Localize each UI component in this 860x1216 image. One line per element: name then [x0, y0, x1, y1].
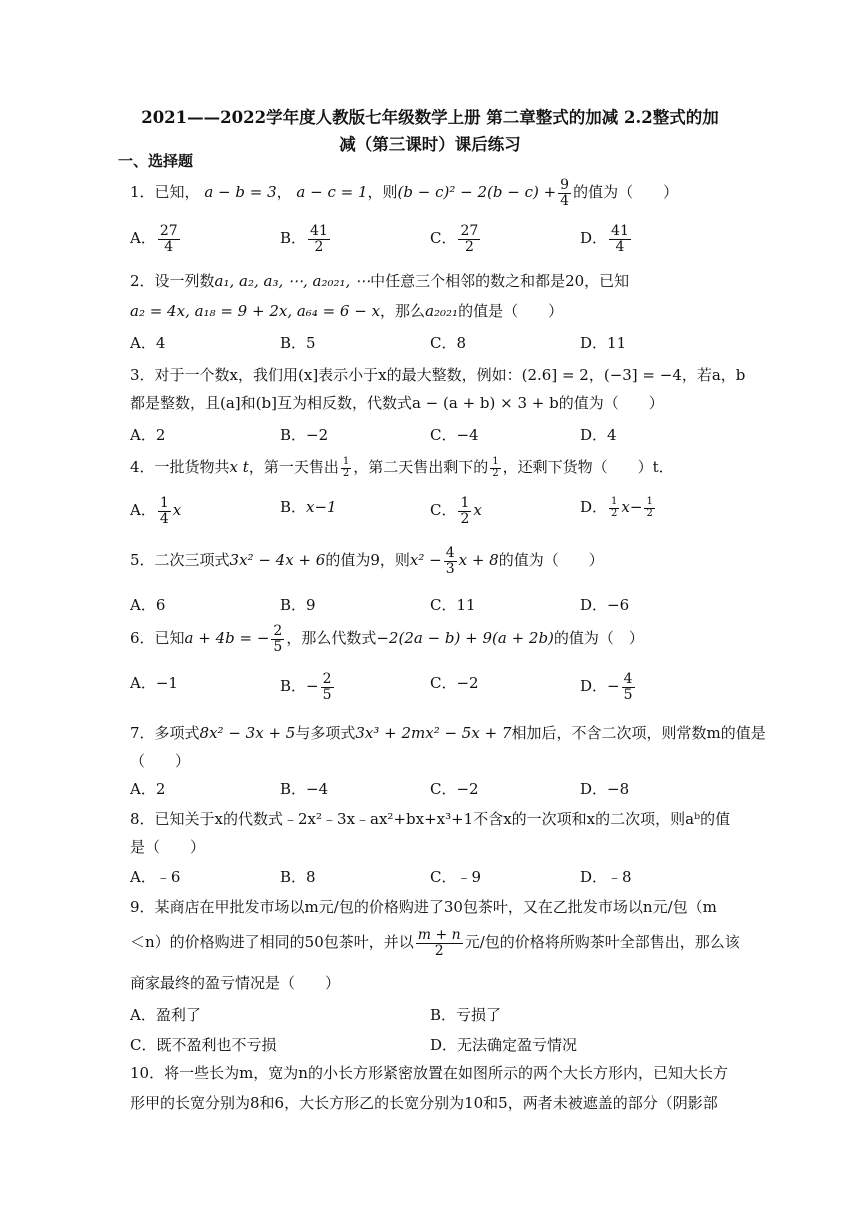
question-7-line-2: （ ）	[130, 752, 191, 770]
q4-half-1: $\frac{1}{2}$	[342, 456, 350, 479]
option-a[interactable]: A． $\frac{27}{4}$	[130, 223, 178, 255]
option-b[interactable]: B．5	[280, 334, 316, 352]
option-c[interactable]: C．﹣9	[430, 868, 482, 886]
title-line-1: 2021——2022学年度人教版七年级数学上册 第二章整式的加减 2.2整式的加	[141, 108, 719, 127]
title-line-2: 减（第三课时）课后练习	[339, 135, 521, 154]
question-8-options	[130, 866, 770, 896]
option-c[interactable]: C．既不盈利也不亏损	[130, 1036, 277, 1054]
question-1: 1．已知， a − b = 3， a − c = 1，则(b − c)² − 2(b − c) + $\frac{9}{4}$ 的值为（ ）	[130, 177, 679, 209]
question-9: 9．某商店在甲批发市场以m元/包的价格购进了30包茶叶，又在乙批发市场以n元/包（m	[130, 898, 717, 916]
q6-expression: −2(2a − b) + 9(a + 2b)	[376, 629, 554, 648]
q2-sequence: a₁, a₂, a₃, ⋯, a₂₀₂₁, ⋯	[214, 272, 371, 290]
question-8-line-2: 是（ ）	[130, 838, 206, 856]
option-b[interactable]: B．x−1	[280, 498, 337, 516]
question-4-options	[130, 496, 770, 526]
q2-conditions: a₂ = 4x, a₁₈ = 9 + 2x, a₆₄ = 6 − x	[130, 302, 381, 320]
option-c[interactable]: C．−4	[430, 426, 479, 444]
question-8: 8．已知关于x的代数式﹣2x²﹣3x﹣ax²+bx+x³+1不含x的一次项和x的二次项，则aᵇ的值	[130, 810, 731, 828]
option-a[interactable]: A． $\frac{1}{4}$ x	[130, 495, 182, 527]
option-c[interactable]: C． $\frac{27}{2}$	[430, 223, 479, 255]
option-c[interactable]: C．11	[430, 596, 476, 614]
option-c[interactable]: C． $\frac{1}{2}$ x	[430, 495, 482, 527]
option-a[interactable]: A．盈利了	[130, 1006, 201, 1024]
q2-target: a₂₀₂₁	[425, 302, 459, 320]
question-2-options	[130, 332, 770, 362]
option-b[interactable]: B．− $\frac{2}{5}$	[280, 671, 332, 703]
question-9-options-row-1	[130, 1004, 770, 1034]
question-9-options-row-2	[130, 1034, 770, 1064]
question-7: 7．多项式8x² − 3x + 5与多项式3x³ + 2mx² − 5x + 7相加后，不含二次项，则常数m的值是	[130, 724, 766, 742]
option-a[interactable]: A．2	[130, 780, 166, 798]
q1-mid: ，则	[367, 183, 398, 202]
q7-poly-2: 3x³ + 2mx² − 5x + 7	[355, 724, 512, 742]
option-d[interactable]: D．− $\frac{4}{5}$	[580, 671, 633, 703]
q4-variable: x t	[229, 458, 249, 476]
q4-half-2: $\frac{1}{2}$	[492, 456, 499, 479]
q1-condition-2: a − c = 1	[296, 183, 368, 202]
q1-prefix: 1．已知，	[130, 183, 200, 202]
q1-expression: (b − c)² − 2(b − c) +	[397, 183, 557, 202]
question-4: 4．一批货物共x t，第一天售出 $\frac{1}{2}$ ，第二天售出剩下的 $\frac{1}{2}$ ，还剩下货物（ ）t．	[130, 456, 674, 479]
option-d[interactable]: D．﹣8	[580, 868, 632, 886]
option-d[interactable]: D．11	[580, 334, 627, 352]
question-3-line-2: 都是整数，且(a]和(b]互为相反数，代数式a − (a + b) × 3 + b的值为（ ）	[130, 394, 664, 412]
option-a[interactable]: A．6	[130, 596, 166, 614]
q1-suffix: 的值为（ ）	[573, 183, 679, 202]
question-5: 5．二次三项式3x² − 4x + 6的值为9，则x² − $\frac{4}{3}$ x + 8的值为（ ）	[130, 545, 604, 577]
q7-poly-1: 8x² − 3x + 5	[199, 724, 296, 742]
option-b[interactable]: B． $\frac{41}{2}$	[280, 223, 328, 255]
question-6-options	[130, 672, 770, 702]
q1-condition-1: a − b = 3	[204, 183, 277, 202]
option-d[interactable]: D．−6	[580, 596, 630, 614]
option-a[interactable]: A．−1	[130, 674, 178, 692]
option-a[interactable]: A．2	[130, 426, 166, 444]
question-1-options	[130, 224, 770, 254]
option-d[interactable]: D． $\frac{41}{4}$	[580, 223, 629, 255]
question-3-options	[130, 424, 770, 454]
question-5-options	[130, 594, 770, 624]
option-d[interactable]: D． $\frac{1}{2}$ x− $\frac{1}{2}$	[580, 496, 653, 519]
question-2: 2．设一列数a₁, a₂, a₃, ⋯, a₂₀₂₁, ⋯中任意三个相邻的数之和都是20，已知	[130, 272, 630, 290]
option-c[interactable]: C．−2	[430, 780, 479, 798]
question-10: 10．将一些长为m，宽为n的小长方形紧密放置在如图所示的两个大长方形内，已知大长方	[130, 1064, 728, 1082]
question-2-line-2: a₂ = 4x, a₁₈ = 9 + 2x, a₆₄ = 6 − x，那么a₂₀₂₁的值是（ ）	[130, 302, 564, 320]
option-c[interactable]: C．−2	[430, 674, 479, 692]
question-7-options	[130, 778, 770, 808]
q1-fraction: $\frac{9}{4}$	[560, 177, 570, 209]
option-b[interactable]: B．−4	[280, 780, 329, 798]
option-d[interactable]: D．无法确定盈亏情况	[430, 1036, 578, 1054]
question-3: 3．对于一个数x，我们用(x]表示小于x的最大整数，例如：(2.6] = 2，(−3] = −4，若a，b	[130, 366, 746, 384]
option-a[interactable]: A．4	[130, 334, 166, 352]
page-title	[110, 104, 750, 158]
option-b[interactable]: B．−2	[280, 426, 329, 444]
q6-condition: a + 4b = −	[184, 629, 270, 648]
section-heading: 一、选择题	[118, 152, 194, 170]
option-b[interactable]: B．9	[280, 596, 316, 614]
question-6: 6．已知a + 4b = − $\frac{2}{5}$ ，那么代数式−2(2a − b) + 9(a + 2b)的值为（ ）	[130, 623, 644, 655]
option-a[interactable]: A．﹣6	[130, 868, 181, 886]
question-9-line-3: 商家最终的盈亏情况是（ ）	[130, 974, 341, 992]
option-d[interactable]: D．4	[580, 426, 617, 444]
option-b[interactable]: B．亏损了	[430, 1006, 502, 1024]
question-9-line-2: ＜n）的价格购进了相同的50包茶叶，并以 $\frac{m + n}{2}$ 元/包的价格将所购茶叶全部售出，那么该	[130, 927, 740, 959]
option-d[interactable]: D．−8	[580, 780, 630, 798]
option-c[interactable]: C．8	[430, 334, 467, 352]
question-10-line-2: 形甲的长宽分别为8和6，大长方形乙的长宽分别为10和5，两者未被遮盖的部分（阴影部	[130, 1094, 718, 1112]
option-b[interactable]: B．8	[280, 868, 316, 886]
q5-trinomial: 3x² − 4x + 6	[229, 551, 326, 570]
